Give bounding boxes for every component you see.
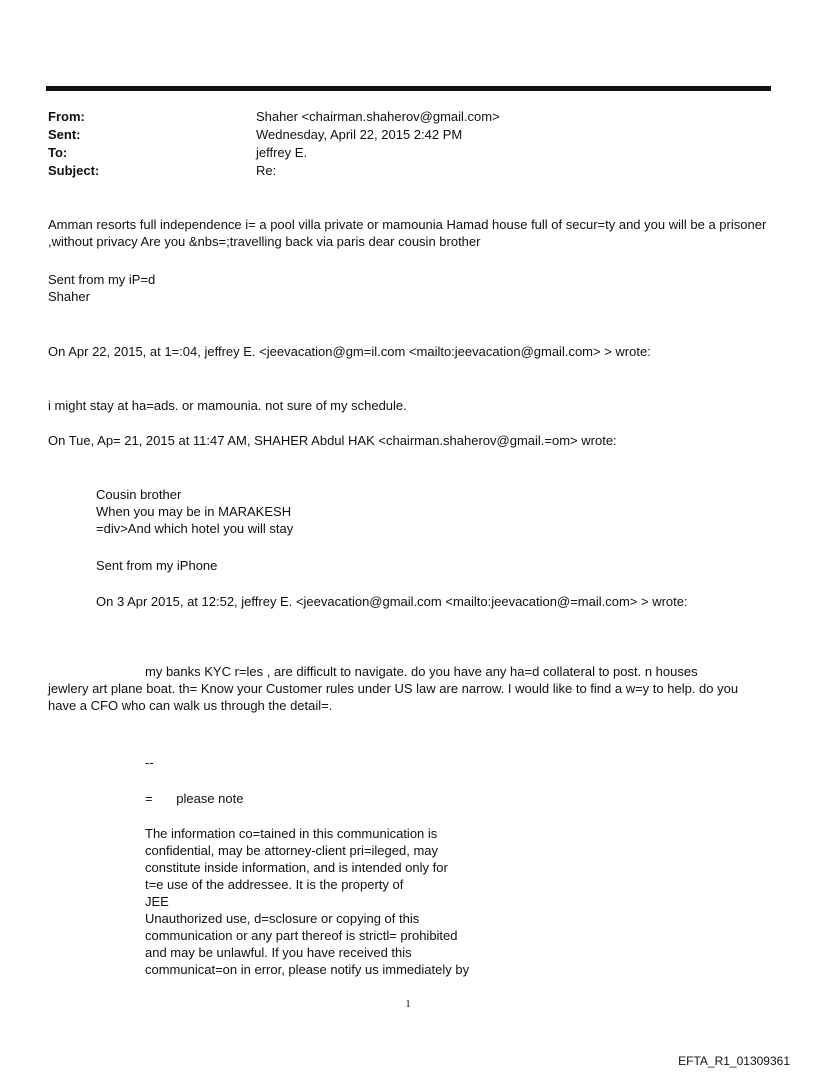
sent-row — [48, 126, 768, 144]
body-paragraph: Amman resorts full independence i= a pool villa private or mamounia Hamad house full of secur=ty and you will be a prisoner ,without privacy Are you &nbs=;travelling back via paris dear cousin brother — [48, 217, 767, 249]
sent-value: Wednesday, April 22, 2015 2:42 PM — [256, 127, 463, 142]
note-bullet: = — [145, 791, 153, 806]
page-number: 1 — [405, 998, 411, 1010]
to-label: To: — [48, 145, 68, 160]
signature-device-line: Sent from my iP=d — [48, 272, 156, 287]
notice-line: t=e use of the addressee. It is the property of — [145, 877, 404, 892]
bates-number: EFTA_R1_01309361 — [678, 1054, 790, 1068]
quote1-text: i might stay at ha=ads. or mamounia. not sure of my schedule. — [48, 398, 407, 413]
notice-line: Unauthorized use, d=sclosure or copying of this — [145, 911, 420, 926]
signature-name: Shaher — [48, 289, 90, 304]
separator: -- — [145, 755, 154, 770]
notice-line: and may be unlawful. If you have received this — [145, 945, 412, 960]
from-row — [48, 108, 768, 126]
quote2-line: When you may be in MARAKESH — [96, 504, 292, 519]
email-header — [48, 108, 768, 180]
quote3-rest: jewlery art plane boat. th= Know your Customer rules under US law are narrow. I would like to find a w=y to help. do you have a CFO who can walk us through the detail=. — [48, 681, 739, 713]
to-row — [48, 144, 768, 162]
quote1-header: On Apr 22, 2015, at 1=:04, jeffrey E. <jeevacation@gm=il.com <mailto:jeevacation@gmail.com> > wrote: — [48, 344, 651, 359]
subject-value: Re: — [256, 163, 277, 178]
quote2-body — [96, 486, 766, 537]
confidentiality-notice — [145, 825, 765, 978]
notice-line: confidential, may be attorney-client pri=ileged, may — [145, 843, 439, 858]
notice-line: JEE — [145, 894, 169, 909]
note-row — [145, 790, 765, 807]
from-value: Shaher <chairman.shaherov@gmail.com> — [256, 109, 500, 124]
quote3-header: On 3 Apr 2015, at 12:52, jeffrey E. <jeevacation@gmail.com <mailto:jeevacation@=mail.com> > wrote: — [96, 594, 688, 609]
notice-line: constitute inside information, and is intended only for — [145, 860, 448, 875]
to-value: jeffrey E. — [256, 145, 308, 160]
quote2-header: On Tue, Ap= 21, 2015 at 11:47 AM, SHAHER Abdul HAK <chairman.shaherov@gmail.=om> wrote: — [48, 433, 617, 448]
notice-line: The information co=tained in this communication is — [145, 826, 438, 841]
signature — [48, 271, 768, 305]
quote2-signature: Sent from my iPhone — [96, 558, 218, 573]
subject-label: Subject: — [48, 163, 100, 178]
notice-line: communication or any part thereof is strictl= prohibited — [145, 928, 458, 943]
header-rule — [46, 86, 771, 91]
quote3-first-line: my banks KYC r=les , are difficult to navigate. do you have any ha=d collateral to post. n houses — [145, 664, 698, 679]
sent-label: Sent: — [48, 127, 81, 142]
subject-row — [48, 162, 768, 180]
notice-line: communicat=on in error, please notify us immediately by — [145, 962, 470, 977]
quote2-line: =div>And which hotel you will stay — [96, 521, 294, 536]
from-label: From: — [48, 109, 85, 124]
quote2-line: Cousin brother — [96, 487, 182, 502]
note-label: please note — [176, 791, 244, 806]
quote3-body — [48, 663, 768, 714]
